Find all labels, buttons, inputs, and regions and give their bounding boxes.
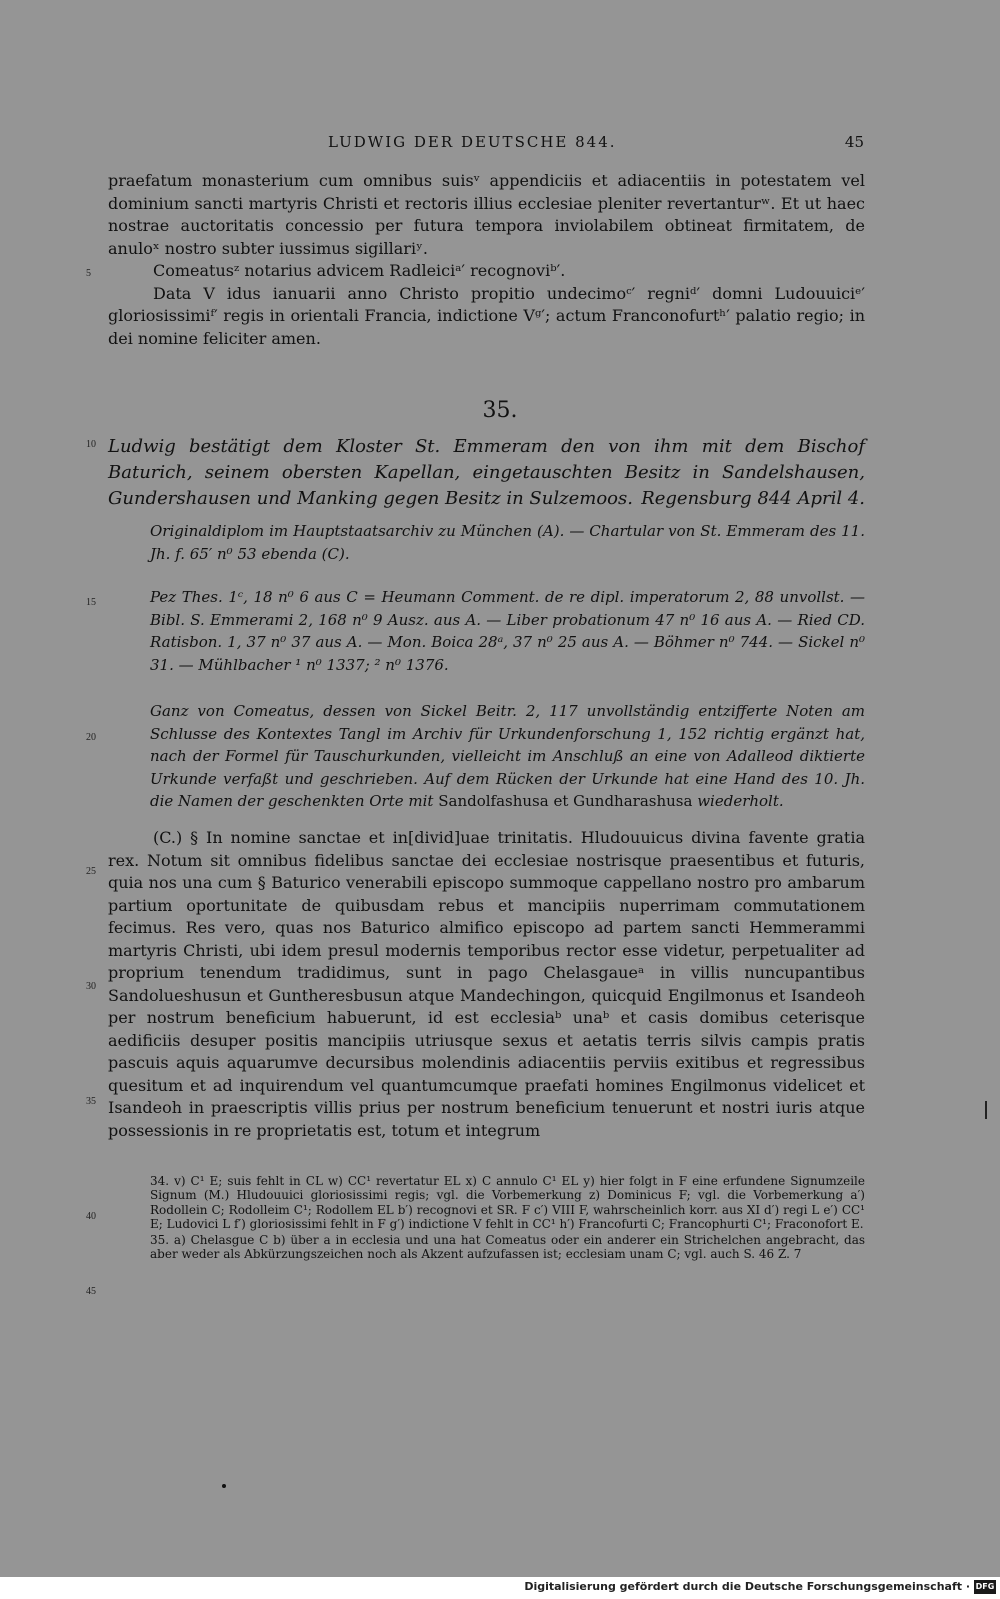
commentary-place-names: Sandolfashusa et Gundharashusa [438, 792, 693, 810]
page-number: 45 [844, 133, 864, 151]
regest-text: Ludwig bestätigt dem Kloster St. Emmeram den von ihm mit dem Bischof Baturich, seinem obersten Kapellan, eingetauschten Besitz in Sandelshausen, Gundershausen und Manking gegen Besitz in Sulzemoos. [108, 436, 865, 509]
line-number: 25 [86, 866, 96, 877]
running-header [108, 133, 864, 155]
footnotes-35: 35. a) Chelasgue C b) über a in ecclesia und una hat Comeatus oder ein anderer ein Strichelchen angebracht, das aber weder als Abkürzungszeichen noch als Akzent aufzufassen ist; ecclesiam unam C; vgl. auch S. 46 Z. 7 [150, 1232, 865, 1262]
previous-doc-dating: Data V idus ianuarii anno Christo propitio undecimoᶜ′ regniᵈ′ domni Ludouuiciᵉ′ gloriosissimiᶠ′ regis in orientali Francia, indictione Vᵍ′; actum Franconofurtʰ′ palatio regio; in dei nomine feliciter amen. [108, 283, 865, 348]
document-text [108, 827, 865, 1142]
editions-note: Pez Thes. 1ᶜ, 18 n⁰ 6 aus C = Heumann Comment. de re dipl. imperatorum 2, 88 unvollst. — Bibl. S. Emmerami 2, 168 n⁰ 9 Ausz. aus A. — Liber probationum 47 n⁰ 16 aus A. — Ried CD. Ratisbon. 1, 37 n⁰ 37 aus A. — Mon. Boica 28ᵃ, 37 n⁰ 25 aus A. — Böhmer n⁰ 744. — Sickel n⁰ 31. — Mühlbacher ¹ n⁰ 1337; ² n⁰ 1376. [150, 588, 865, 674]
line-number: 5 [86, 268, 91, 279]
tradition-note: Originaldiplom im Hauptstaatsarchiv zu München (A). — Chartular von St. Emmeram des 11. Jh. f. 65′ n⁰ 53 ebenda (C). [150, 522, 865, 563]
scan-mark [985, 1101, 987, 1119]
commentary-end: wiederholt. [697, 792, 784, 810]
document-number: 35. [482, 398, 518, 423]
regest [108, 434, 865, 512]
stray-dot [222, 1484, 226, 1488]
dfg-logo: DFG [974, 1580, 996, 1594]
line-number: 10 [86, 439, 96, 450]
previous-doc-paragraph: praefatum monasterium cum omnibus suisᵛ appendiciis et adiacentiis in potestatem vel dominium sancti martyris Christi et rectoris illius ecclesiae pleniter revertanturʷ. Et ut haec nostrae auctoritatis concessio per futura tempora inviolabilem obtineat firmitatem, de anuloˣ nostro subter iussimus sigillariʸ. [108, 171, 865, 258]
line-number: 30 [86, 981, 96, 992]
line-number: 20 [86, 732, 96, 743]
digitization-credit: Digitalisierung gefördert durch die Deutsche Forschungsgemeinschaft · [524, 1580, 970, 1593]
line-number: 35 [86, 1096, 96, 1107]
previous-doc-recognition: Comeatusᶻ notarius advicem Radleiciᵃ′ recognoviᵇ′. [153, 261, 566, 280]
line-number: 45 [86, 1286, 96, 1297]
running-head: LUDWIG DER DEUTSCHE 844. [328, 133, 617, 151]
footnotes-34: 34. v) C¹ E; suis fehlt in CL w) CC¹ revertatur EL x) C annulo C¹ EL y) hier folgt in F eine erfundene Signumzeile Signum (M.) Hludouuici gloriosissimi regis; vgl. die Vorbemerkung z) Dominicus F; vgl. die Vorbemerkung a′) Rodollein C; Rodolleim C¹; Rodollem EL b′) recognovi et SR. F c′) VIII F, wahrscheinlich korr. aus XI d′) regi L e′) CC¹ E; Ludovici L f′) gloriosissimi fehlt in F g′) indictione V fehlt in CC¹ h′) Francofurti C; Francophurti C¹; Fraconofort E. [150, 1174, 865, 1232]
previous-document-text [108, 170, 865, 350]
commentary-note [150, 700, 865, 813]
document-body: (C.) § In nomine sanctae et in[divid]uae trinitatis. Hludouuicus divina favente gratia rex. Notum sit omnibus fidelibus sanctae dei ecclesiae nostrisque praesentibus et futuris, quia nos una cum § Baturico venerabili episcopo summoque cappellano nostro pro ambarum partium oportunitate de quibusdam rebus et mancipiis nuperrimam commutationem fecimus. Res vero, quas nos Baturico almifico episcopo ad partem sancti Hemmerammi martyris Christi, ubi idem presul modernis temporibus rector esse videtur, perpetualiter ad proprium tenendum tradidimus, sunt in pago Chelasgaueᵃ in villis nuncupantibus Sandolueshusun et Guntheresbusun atque Mandechingon, quicquid Engilmonus et Isandeoh per nostrum beneficium habuerunt, id est ecclesiaᵇ unaᵇ et casis domibus ceterisque aedificiis desuper positis mancipiis utriusque sexus et aetatis terris silvis campis pratis pascuis aquis aquarumve decursibus molendinis adiacentiis perviis exitibus et regressibus quesitum et ad inquirendum vel quantumcumque praefati homines Engilmonus videlicet et Isandeoh in praescriptis villis prius per nostrum beneficium tenuerunt et nostri iuris atque possessionis in re proprietatis est, totum et integrum [108, 828, 865, 1140]
footnotes [150, 1174, 865, 1262]
footer-strip [0, 1577, 1000, 1599]
commentary-text: Ganz von Comeatus, dessen von Sickel Beitr. 2, 117 unvollständig entzifferte Noten am Schlusse des Kontextes Tangl im Archiv für Urkundenforschung 1, 152 richtig ergänzt hat, nach der Formel für Tauschurkunden, vielleicht im Anschluß an eine von Adalleod diktierte Urkunde verfaßt und geschrieben. Auf dem Rücken der Urkunde hat eine Hand des 10. Jh. die Namen der geschenkten Orte mit [150, 702, 865, 810]
line-number: 15 [86, 597, 96, 608]
regest-place-date: Regensburg 844 April 4. [641, 488, 865, 509]
line-number: 40 [86, 1211, 96, 1222]
